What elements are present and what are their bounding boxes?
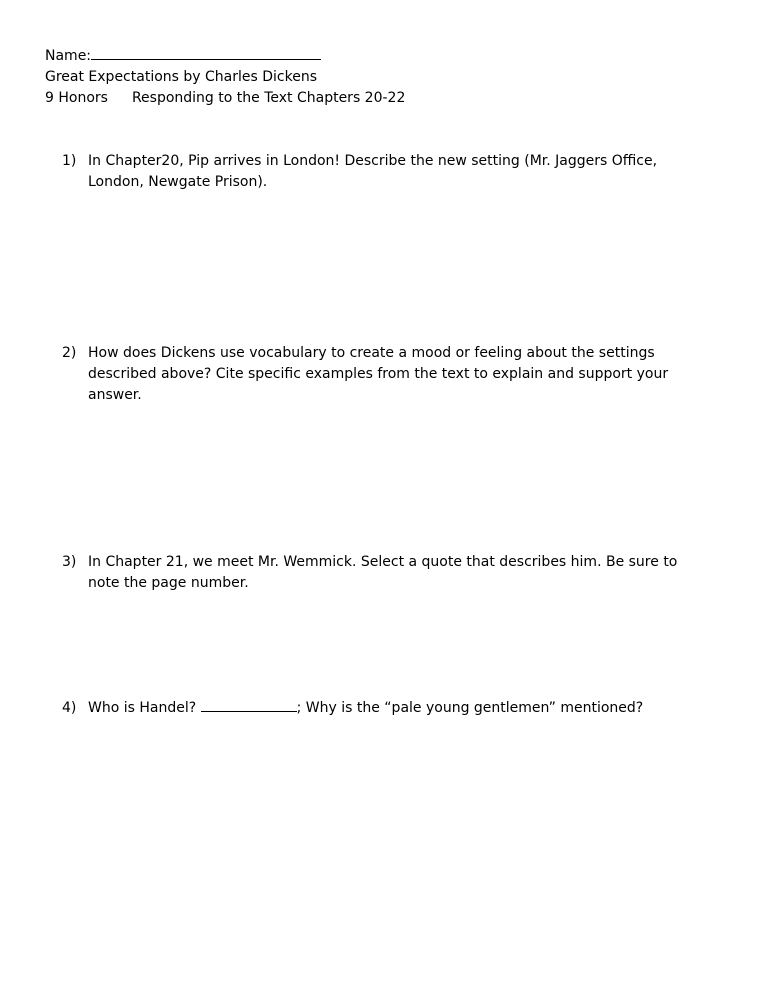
- question-text-part-1: Who is Handel?: [88, 700, 201, 716]
- question-number: 2): [62, 345, 77, 361]
- question-4: [62, 698, 702, 719]
- question-number: 3): [62, 554, 77, 570]
- handel-answer-blank: [201, 698, 297, 712]
- class-line: [45, 88, 405, 109]
- question-text-part-2: ; Why is the “pale young gentlemen” mentioned?: [296, 700, 644, 716]
- assignment-title: Responding to the Text Chapters 20-22: [131, 90, 406, 106]
- worksheet-header: [45, 46, 405, 109]
- class-label: 9 Honors: [45, 90, 108, 106]
- name-label: Name:: [45, 48, 92, 64]
- question-text: How does Dickens use vocabulary to create a mood or feeling about the settings described above? Cite specific examples from the text to explain and support your answer.: [88, 345, 669, 403]
- book-title: Great Expectations by Charles Dickens: [45, 69, 317, 85]
- question-1: [62, 151, 702, 193]
- name-blank: [91, 46, 321, 60]
- question-2: [62, 343, 702, 406]
- question-text: [88, 698, 702, 719]
- question-text: In Chapter20, Pip arrives in London! Describe the new setting (Mr. Jaggers Office, London, Newgate Prison).: [88, 153, 658, 190]
- name-line: [45, 46, 405, 67]
- question-number: 4): [62, 700, 77, 716]
- question-text: In Chapter 21, we meet Mr. Wemmick. Select a quote that describes him. Be sure to note the page number.: [88, 554, 678, 591]
- question-3: [62, 552, 702, 594]
- question-number: 1): [62, 153, 77, 169]
